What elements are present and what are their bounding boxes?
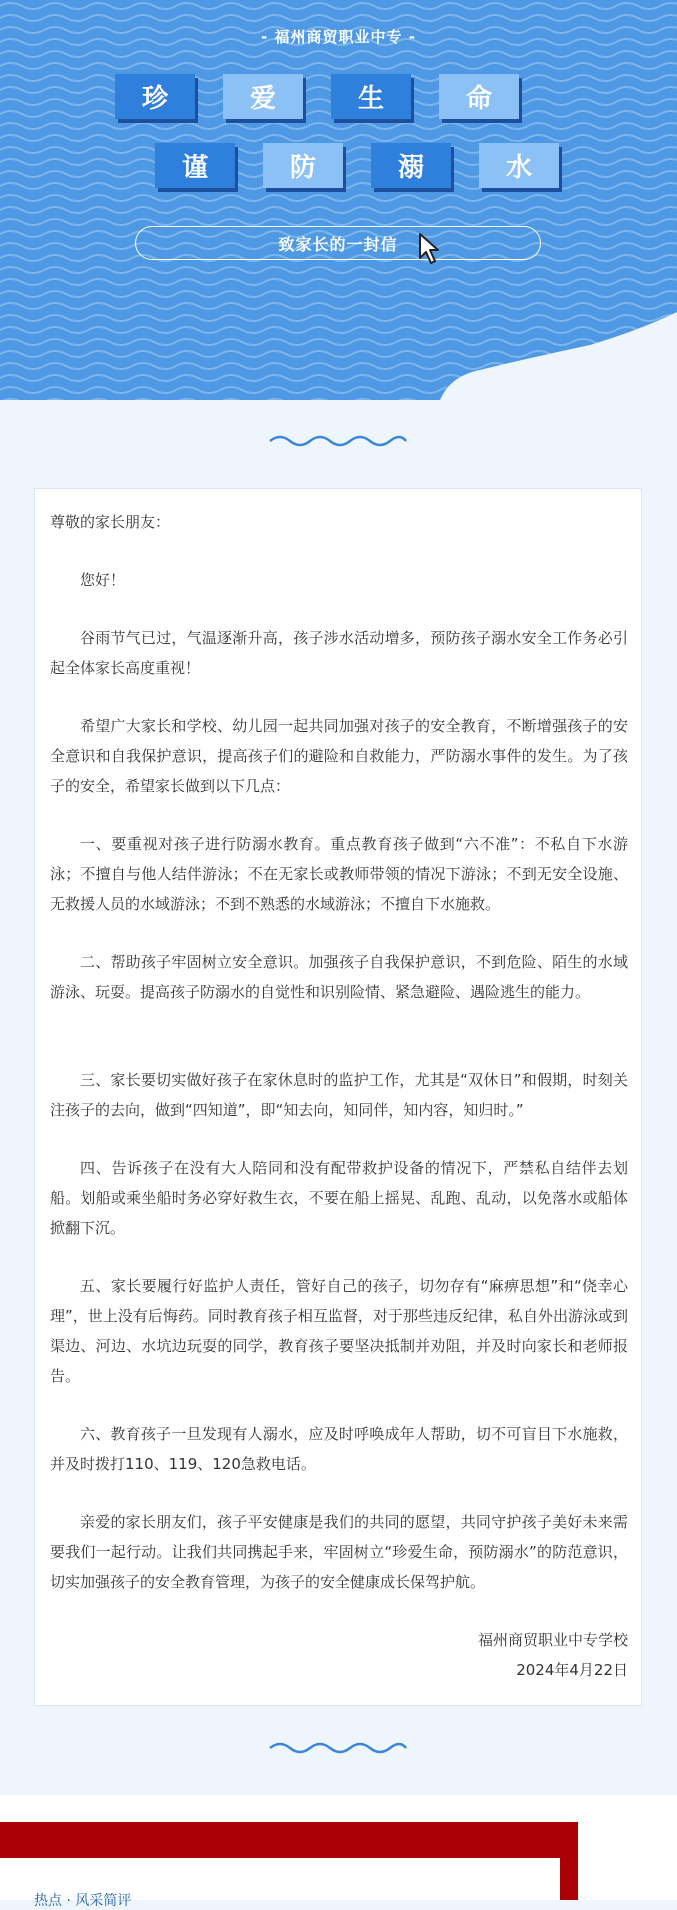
letter-card [34, 488, 642, 1706]
letter-paragraph: 四、告诉孩子在没有大人陪同和没有配带救护设备的情况下，严禁私自结伴去划船。划船或乘坐船时务必穿好救生衣，不要在船上摇晃、乱跑、乱动，以免落水或船体掀翻下沉。 [50, 1159, 628, 1237]
wave-divider-icon [268, 1739, 408, 1757]
letter-paragraph: 亲爱的家长朋友们，孩子平安健康是我们的共同的愿望，共同守护孩子美好未来需要我们一起行动。让我们共同携起手来，牢固树立“珍爱生命，预防溺水”的防范意识，切实加强孩子的安全教育管理，为孩子的安全健康成长保驾护航。 [50, 1513, 628, 1591]
letter-signature: 福州商贸职业中专学校 [477, 1631, 628, 1649]
letter-greeting: 您好！ [80, 571, 126, 589]
title-char-6: 防 [263, 143, 343, 188]
title-char-8: 水 [479, 143, 559, 188]
banner-wave-background [0, 0, 677, 400]
school-subtitle: - 福州商贸职业中专 - [261, 28, 416, 46]
title-char-2: 爱 [223, 74, 303, 119]
header-banner [0, 0, 677, 400]
letter-paragraph: 六、教育孩子一旦发现有人溺水，应及时呼唤成年人帮助，切不可盲目下水施救，并及时拨打110、119、120急救电话。 [50, 1425, 628, 1473]
title-char-5: 谨 [155, 143, 235, 188]
letter-paragraph: 谷雨节气已过，气温逐渐升高，孩子涉水活动增多，预防孩子溺水安全工作务必引起全体家长高度重视！ [50, 629, 628, 677]
letter-paragraph: 三、家长要切实做好孩子在家休息时的监护工作，尤其是“双休日”和假期，时刻关注孩子的去向，做到“四知道”，即“知去向，知同伴，知内容，知归时。” [50, 1071, 628, 1119]
wave-divider-icon [268, 432, 408, 450]
letter-paragraph: 五、家长要履行好监护人责任，管好自己的孩子，切勿存有“麻痹思想”和“侥幸心理”，世上没有后悔药。同时教育孩子相互监督，对于那些违反纪律，私自外出游泳或到渠边、河边、水坑边玩耍的同学，教育孩子要坚决抵制并劝阻，并及时向家长和老师报告。 [50, 1277, 628, 1385]
title-char-1: 珍 [115, 74, 195, 119]
letter-date: 2024年4月22日 [516, 1661, 628, 1679]
title-char-3: 生 [331, 74, 411, 119]
pointer-cursor-icon [418, 232, 444, 266]
letter-paragraph: 希望广大家长和学校、幼儿园一起共同加强对孩子的安全教育，不断增强孩子的安全意识和自我保护意识，提高孩子们的避险和自救能力，严防溺水事件的发生。为了孩子的安全，希望家长做到以下几点： [50, 717, 628, 795]
letter-to-parents-button[interactable]: 致家长的一封信 [135, 226, 541, 260]
letter-paragraph: 一、要重视对孩子进行防溺水教育。重点教育孩子做到“六不准”：不私自下水游泳；不擅自与他人结伴游泳；不在无家长或教师带领的情况下游泳；不到无安全设施、无救援人员的水域游泳；不到不熟悉的水域游泳；不擅自下水施救。 [50, 835, 628, 913]
letter-paragraph: 二、帮助孩子牢固树立安全意识。加强孩子自我保护意识，不到危险、陌生的水域游泳、玩耍。提高孩子防溺水的自觉性和识别险情、紧急避险、遇险逃生的能力。 [50, 953, 628, 1001]
title-char-4: 命 [439, 74, 519, 119]
related-news-link[interactable]: 热点 · 风采简评 [34, 1893, 132, 1909]
letter-salutation: 尊敬的家长朋友： [50, 513, 171, 531]
title-char-7: 溺 [371, 143, 451, 188]
